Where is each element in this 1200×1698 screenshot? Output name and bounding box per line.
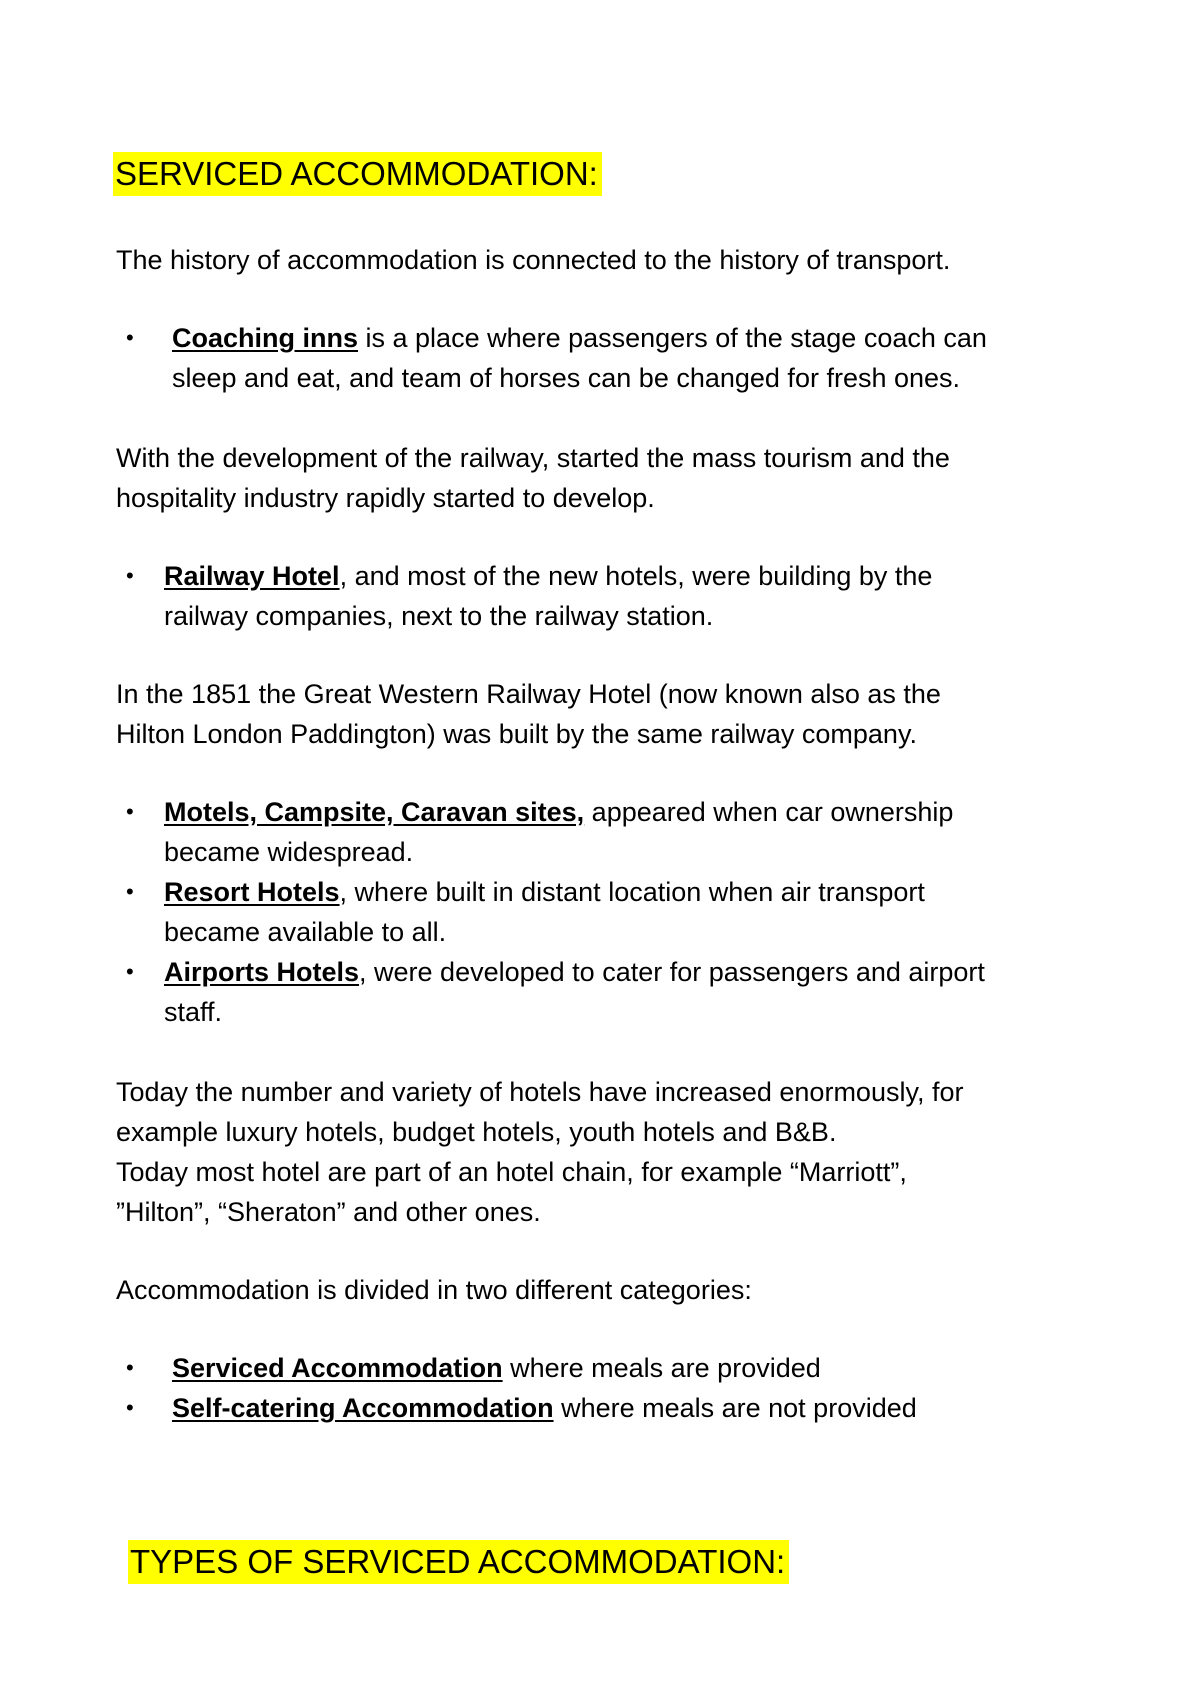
- gwr-paragraph: [116, 674, 1076, 754]
- term-self-catering-accommodation: Self-catering Accommodation: [172, 1393, 554, 1423]
- bullet-line-1: [172, 318, 1072, 358]
- intro-paragraph: The history of accommodation is connected to the history of transport.: [116, 245, 951, 275]
- bullet-coaching-inns: [126, 318, 1072, 398]
- term-resort-hotels: Resort Hotels: [164, 877, 340, 907]
- bullet-line-1: [164, 872, 1064, 912]
- bullet-text: where meals are not provided: [553, 1393, 917, 1423]
- term-airport-hotels: Airports Hotels: [164, 957, 360, 987]
- today-paragraph: [116, 1072, 1076, 1232]
- bullet-line-2: sleep and eat, and team of horses can be changed for fresh ones.: [172, 363, 961, 393]
- gwr-line-1: In the 1851 the Great Western Railway Hotel (now known also as the: [116, 679, 941, 709]
- bullet-self-catering-accommodation: [126, 1388, 1072, 1428]
- bullet-text: , and most of the new hotels, were building by the: [339, 561, 933, 591]
- bullet-text: is a place where passengers of the stage coach can: [358, 323, 987, 353]
- bullet-line-2: staff.: [164, 997, 223, 1027]
- bullet-line-2: became available to all.: [164, 917, 447, 947]
- bullet-resort-hotels: [126, 872, 1064, 952]
- categories-intro: Accommodation is divided in two different categories:: [116, 1275, 752, 1305]
- bullet-line-2: railway companies, next to the railway station.: [164, 601, 714, 631]
- bullet-dot: •: [126, 959, 134, 984]
- bullet-line-2: became widespread.: [164, 837, 414, 867]
- bullet-text: , where built in distant location when air transport: [339, 877, 925, 907]
- bullet-line-1: [172, 1388, 1072, 1428]
- bullet-airport-hotels: [126, 952, 1064, 1032]
- bullet-line-1: [164, 792, 1064, 832]
- heading-serviced-accommodation: SERVICED ACCOMMODATION:: [113, 152, 602, 196]
- heading-types-of-serviced-accommodation: TYPES OF SERVICED ACCOMMODATION:: [128, 1540, 789, 1584]
- bullet-dot: •: [126, 1395, 134, 1420]
- bullet-text: appeared when car ownership: [584, 797, 954, 827]
- railway-paragraph: [116, 438, 1076, 518]
- bullet-dot: •: [126, 1355, 134, 1380]
- bullet-text: , were developed to cater for passengers and airport: [359, 957, 985, 987]
- bullet-dot: •: [126, 879, 134, 904]
- today-line-2: example luxury hotels, budget hotels, youth hotels and B&B.: [116, 1117, 837, 1147]
- term-serviced-accommodation: Serviced Accommodation: [172, 1353, 503, 1383]
- bullet-line-1: [164, 556, 1064, 596]
- term-motels: Motels, Campsite, Caravan sites,: [164, 797, 585, 827]
- bullet-motels: [126, 792, 1064, 872]
- bullet-line-1: [164, 952, 1064, 992]
- bullet-serviced-accommodation: [126, 1348, 1072, 1388]
- railway-line-1: With the development of the railway, started the mass tourism and the: [116, 443, 950, 473]
- today-line-4: ”Hilton”, “Sheraton” and other ones.: [116, 1197, 541, 1227]
- bullet-dot: •: [126, 563, 134, 588]
- railway-line-2: hospitality industry rapidly started to develop.: [116, 483, 655, 513]
- bullet-text: where meals are provided: [502, 1353, 821, 1383]
- term-railway-hotel: Railway Hotel: [164, 561, 340, 591]
- today-line-1: Today the number and variety of hotels have increased enormously, for: [116, 1077, 964, 1107]
- today-line-3: Today most hotel are part of an hotel chain, for example “Marriott”,: [116, 1157, 907, 1187]
- bullet-railway-hotel: [126, 556, 1064, 636]
- bullet-dot: •: [126, 325, 134, 350]
- bullet-dot: •: [126, 799, 134, 824]
- term-coaching-inns: Coaching inns: [172, 323, 359, 353]
- gwr-line-2: Hilton London Paddington) was built by the same railway company.: [116, 719, 917, 749]
- bullet-line-1: [172, 1348, 1072, 1388]
